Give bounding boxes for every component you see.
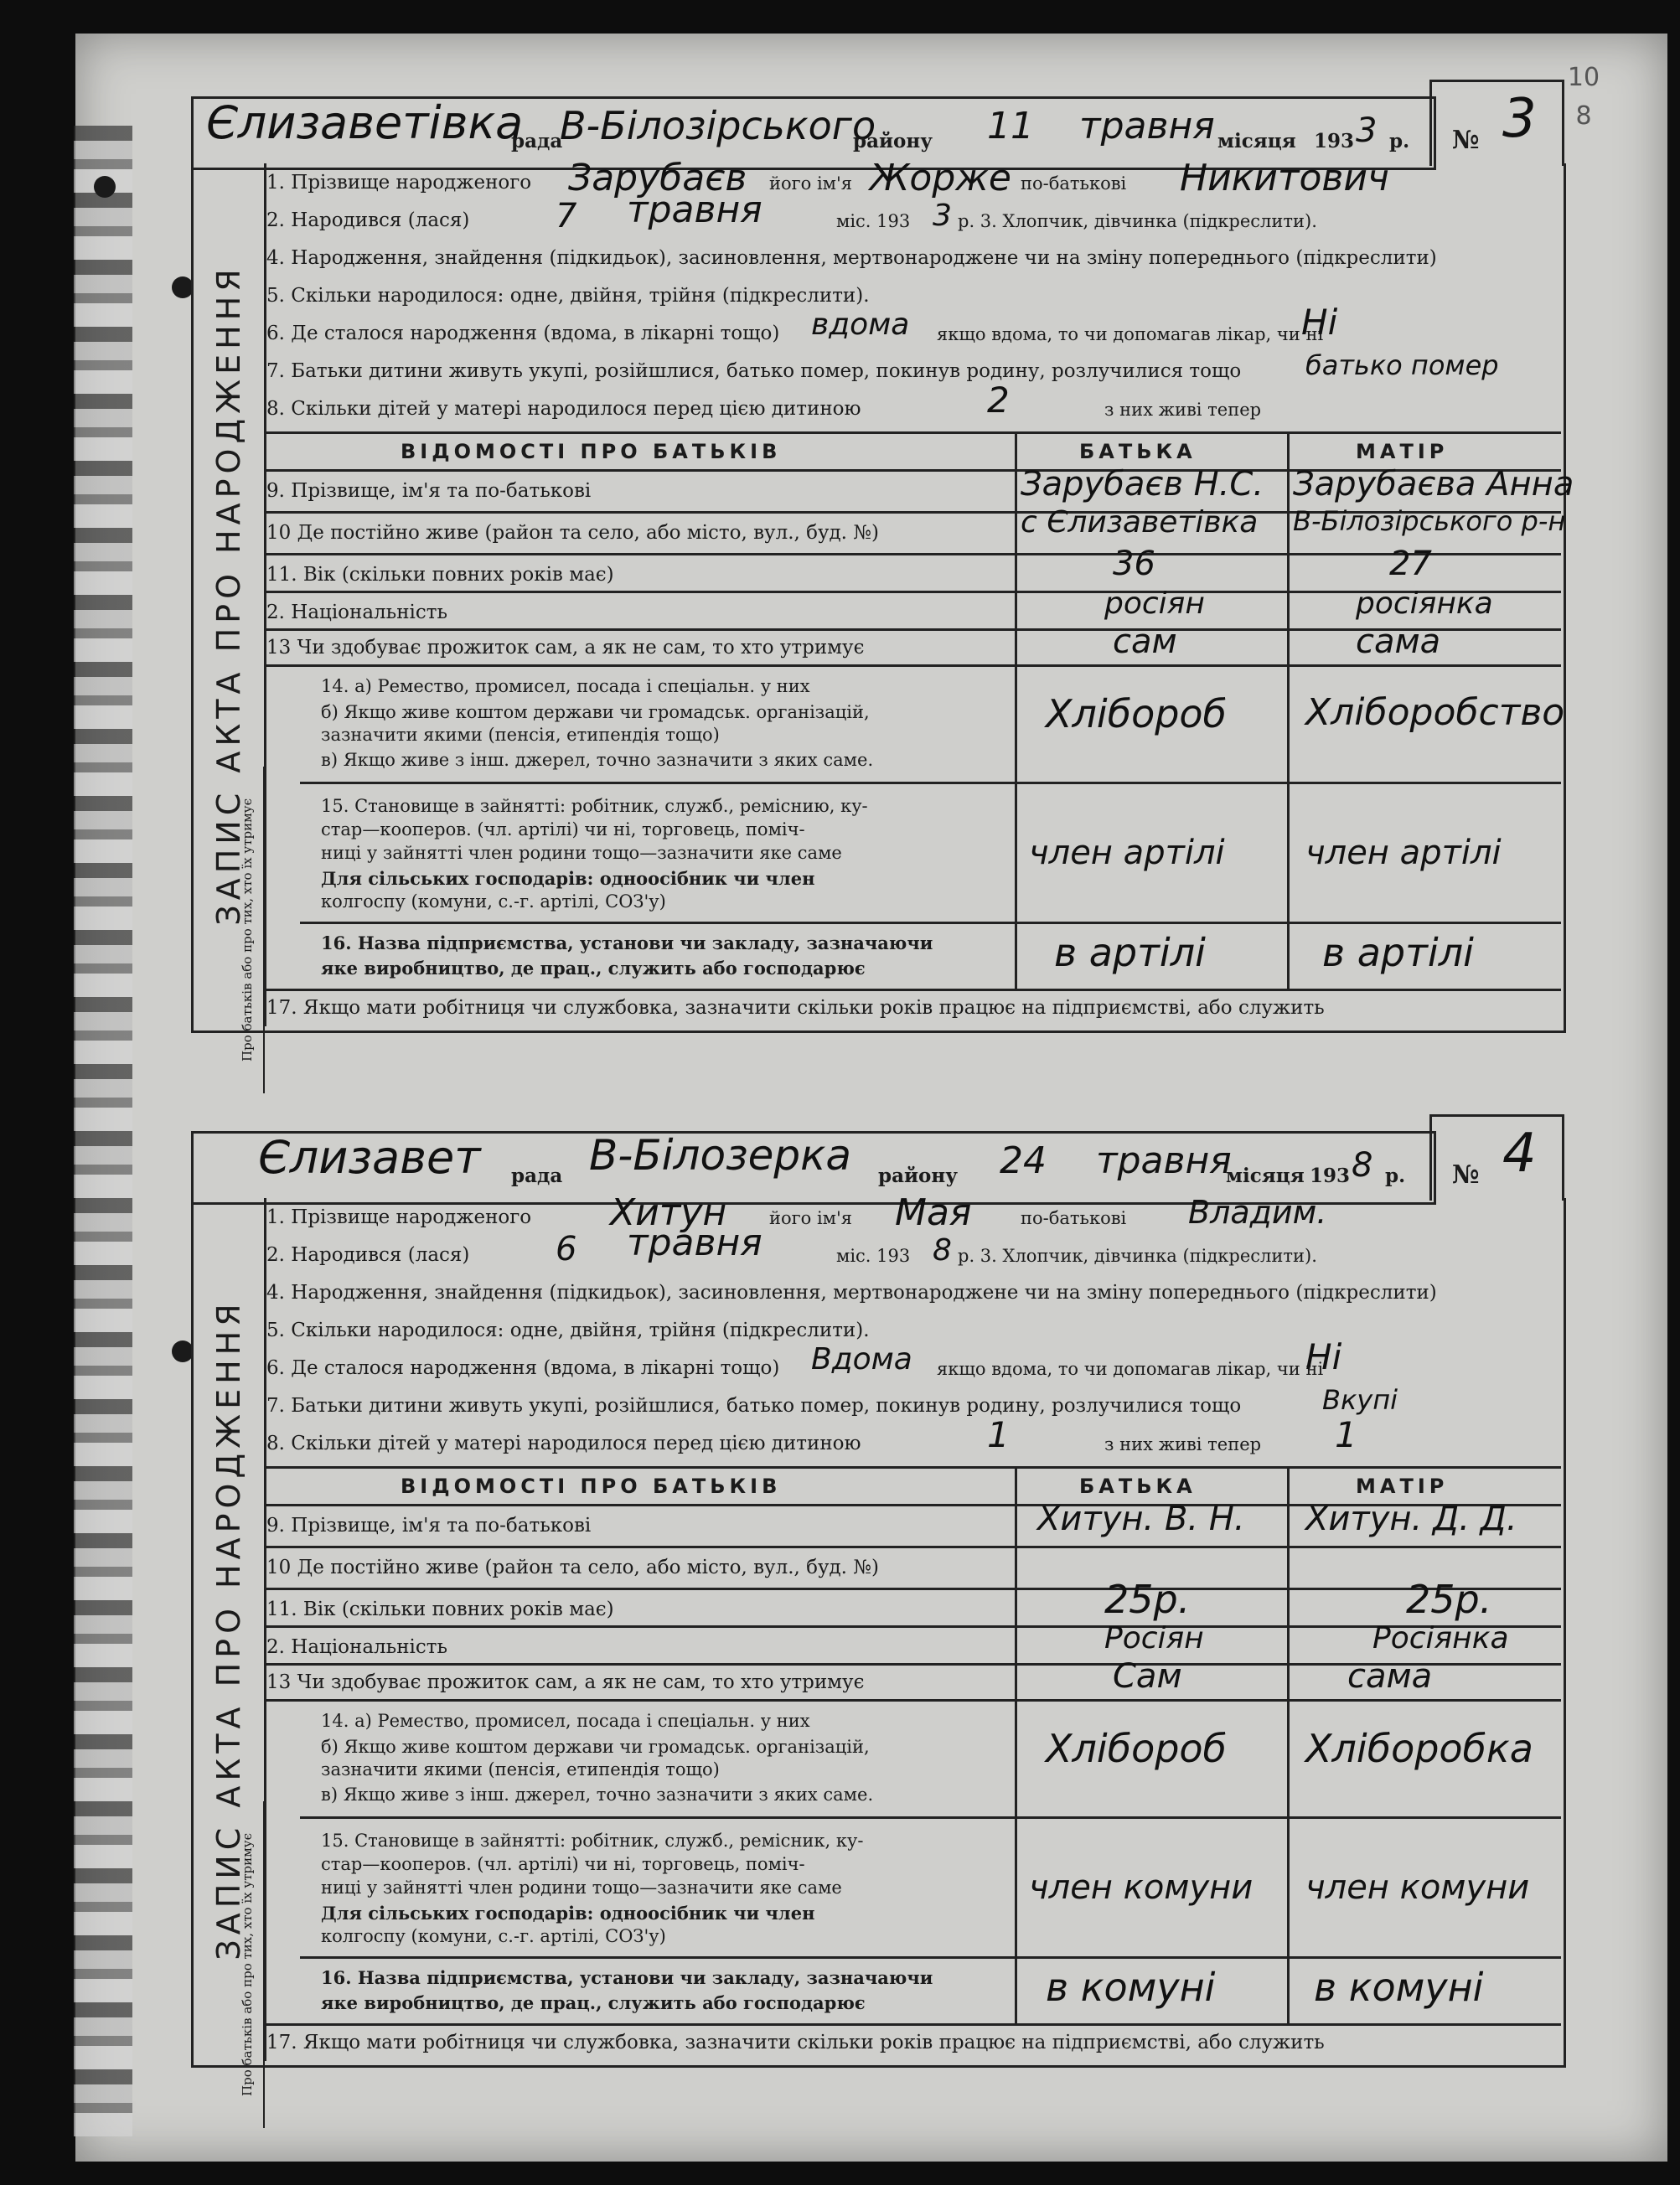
row-rule bbox=[264, 1546, 1561, 1548]
mother-residence: В-Білозірського р-н bbox=[1293, 505, 1566, 537]
col-header-info: ВІДОМОСТІ ПРО БАТЬКІВ bbox=[401, 440, 782, 463]
mother-employment: член артілі bbox=[1305, 834, 1502, 872]
row-employment-1b: стар—кооперов. (чл. артілі) чи ні, торговець, поміч- bbox=[321, 819, 805, 839]
district-label: району bbox=[853, 130, 933, 152]
father-workplace: в комуні bbox=[1046, 1965, 1216, 2010]
row-rule bbox=[264, 1588, 1561, 1590]
birth-year-label: міс. 193 bbox=[836, 1246, 911, 1266]
row-rule bbox=[264, 553, 1561, 555]
year-prefix: 193 bbox=[1314, 130, 1355, 152]
birth-day: 6 bbox=[556, 1230, 577, 1268]
row-child-name: 1. Прізвище народженого bbox=[266, 1206, 532, 1228]
row-nationality: 2. Національність bbox=[266, 602, 448, 623]
row-livelihood: 13 Чи здобуває прожиток сам, а як не сам, то хто утримує bbox=[266, 637, 865, 659]
birth-year-digit: 3 bbox=[933, 199, 952, 233]
row-occupation-a: 14. а) Ремество, промисел, посада і спеціальн. у них bbox=[321, 1711, 810, 1731]
registration-month: травня bbox=[1079, 105, 1215, 147]
row-nationality: 2. Національність bbox=[266, 1636, 448, 1658]
table-col-rule bbox=[1015, 1466, 1017, 2024]
table-col-rule bbox=[1015, 431, 1017, 989]
row-occupation-b2: зазначити якими (пенсія, етипендія тощо) bbox=[321, 725, 720, 745]
table-top-rule bbox=[264, 431, 1561, 434]
mother-livelihood: сама bbox=[1347, 1657, 1433, 1696]
row-rule bbox=[300, 782, 1561, 784]
birth-record-form bbox=[191, 80, 1574, 1062]
row-rule bbox=[264, 1699, 1561, 1702]
row-birth-count: 5. Скільки народилося: одне, двійня, трійня (підкреслити). bbox=[266, 1320, 870, 1341]
row-birth-place: 6. Де сталося народження (вдома, в лікарні тощо) bbox=[266, 323, 780, 344]
mother-name: Зарубаєва Анна bbox=[1293, 465, 1574, 504]
birth-day: 7 bbox=[556, 197, 577, 235]
child-patronymic: Владим. bbox=[1188, 1194, 1327, 1231]
mother-employment: член комуни bbox=[1305, 1868, 1530, 1907]
row-birth-place: 6. Де сталося народження (вдома, в лікарні тощо) bbox=[266, 1357, 780, 1379]
mother-occupation: Хліборобка bbox=[1305, 1726, 1533, 1771]
row-employment-2: ниці у зайнятті член родини тощо—зазначити яке саме bbox=[321, 843, 842, 863]
row-age: 11. Вік (скільки повних років має) bbox=[266, 564, 614, 586]
table-top-rule bbox=[264, 1466, 1561, 1469]
birth-year-digit: 8 bbox=[933, 1233, 952, 1268]
father-name: Хитун. В. Н. bbox=[1037, 1500, 1245, 1538]
row-workplace-2: яке виробництво, де прац., служить або господарює bbox=[321, 1992, 866, 2013]
row-occupation-a: 14. а) Ремество, промисел, посада і спеціальн. у них bbox=[321, 676, 810, 696]
row-rule bbox=[300, 922, 1561, 924]
row-parents-status: 7. Батьки дитини живуть укупі, розійшлися, батько помер, покинув родину, розлучилися тощо bbox=[266, 1395, 1242, 1417]
alive-label: з них живі тепер bbox=[1104, 400, 1262, 420]
previous-children-value: 1 bbox=[987, 1414, 1010, 1455]
vertical-title: ЗАПИС АКТА ПРО НАРОДЖЕННЯ bbox=[210, 1299, 247, 1960]
row-employment-4: колгоспу (комуни, с.-г. артілі, СОЗ'у) bbox=[321, 1926, 666, 1946]
patronymic-label: по-батькові bbox=[1021, 1208, 1127, 1228]
mother-name: Хитун. Д. Д. bbox=[1305, 1500, 1517, 1538]
row-birth-count: 5. Скільки народилося: одне, двійня, трійня (підкреслити). bbox=[266, 285, 870, 307]
side-note-text: Про батьків або про тих, хто їх утримує bbox=[240, 798, 255, 1062]
birth-place-value: Вдома bbox=[811, 1342, 912, 1377]
father-occupation: Хлібороб bbox=[1046, 1726, 1227, 1771]
col-header-father: БАТЬКА bbox=[1079, 1475, 1197, 1498]
number-label: № bbox=[1452, 126, 1480, 155]
row-rule bbox=[264, 664, 1561, 667]
year-suffix: р. bbox=[1385, 1165, 1406, 1187]
row-occupation-b1: б) Якщо живе коштом держави чи громадськ. організацій, bbox=[321, 1737, 870, 1757]
father-employment: член артілі bbox=[1029, 834, 1225, 872]
row-employment-1: 15. Становище в зайнятті: робітник, служб., ремісник, ку- bbox=[321, 1831, 864, 1851]
parents-status-value: батько помер bbox=[1305, 349, 1499, 381]
child-given-name: Жорже bbox=[870, 157, 1011, 199]
row-rule bbox=[264, 1625, 1561, 1628]
punch-hole bbox=[94, 176, 116, 198]
birth-year-label: міс. 193 bbox=[836, 211, 911, 231]
parents-side-note bbox=[231, 767, 265, 1093]
father-livelihood: Сам bbox=[1113, 1657, 1182, 1696]
father-age: 25р. bbox=[1104, 1577, 1191, 1622]
council-label: рада bbox=[511, 1165, 563, 1187]
registration-month: травня bbox=[1096, 1139, 1232, 1182]
father-occupation: Хлібороб bbox=[1046, 691, 1227, 736]
col-header-father: БАТЬКА bbox=[1079, 440, 1197, 463]
alive-value: 1 bbox=[1335, 1414, 1357, 1455]
row-employment-3: Для сільських господарів: одноосібник чи член bbox=[321, 868, 815, 889]
village-name: Єлизаветівка bbox=[206, 96, 524, 149]
father-nationality: росіян bbox=[1104, 586, 1205, 621]
month-label: місяця bbox=[1226, 1165, 1305, 1187]
birth-record-form bbox=[191, 1114, 1561, 2096]
previous-children-value: 2 bbox=[987, 380, 1010, 421]
row-birth-type: 4. Народження, знайдення (підкидьок), засиновлення, мертвонароджене чи на зміну попереднього (підкреслити) bbox=[266, 247, 1437, 269]
row-rule bbox=[264, 2023, 1561, 2026]
row-rule bbox=[300, 1816, 1561, 1819]
archive-number-line: 10 bbox=[1567, 63, 1600, 92]
row-birth-date: 2. Народився (лася) bbox=[266, 1244, 470, 1266]
birth-month: травня bbox=[627, 189, 762, 231]
district-label: району bbox=[878, 1165, 958, 1187]
patronymic-label: по-батькові bbox=[1021, 173, 1127, 194]
mother-occupation: Хліборобство bbox=[1305, 691, 1565, 734]
form-header bbox=[191, 80, 1561, 163]
year-suffix: р. bbox=[1389, 130, 1410, 152]
month-label: місяця bbox=[1217, 130, 1296, 152]
torn-binding-edge bbox=[74, 126, 132, 2136]
mother-workplace: в комуні bbox=[1314, 1965, 1484, 2010]
row-occupation-c: в) Якщо живе з інш. джерел, точно зазначити з яких саме. bbox=[321, 1785, 874, 1805]
row-occupation-b2: зазначити якими (пенсія, етипендія тощо) bbox=[321, 1759, 720, 1780]
form-header bbox=[191, 1114, 1561, 1198]
form-body bbox=[191, 157, 1574, 1062]
mother-livelihood: сама bbox=[1356, 622, 1441, 661]
row-parent-names: 9. Прізвище, ім'я та по-батькові bbox=[266, 480, 592, 502]
sex-label: р. 3. Хлопчик, дівчинка (підкреслити). bbox=[958, 1246, 1317, 1266]
mother-age: 27 bbox=[1389, 545, 1432, 583]
father-workplace: в артілі bbox=[1054, 930, 1206, 975]
mother-nationality: Росіянка bbox=[1372, 1621, 1509, 1656]
row-birth-type: 4. Народження, знайдення (підкидьок), засиновлення, мертвонароджене чи на зміну попереднього (підкреслити) bbox=[266, 1282, 1437, 1304]
col-header-info: ВІДОМОСТІ ПРО БАТЬКІВ bbox=[401, 1475, 782, 1498]
father-age: 36 bbox=[1113, 545, 1155, 583]
row-workplace-1: 16. Назва підприємства, установи чи закладу, зазначаючи bbox=[321, 932, 933, 953]
district-name: В-Білозірського bbox=[560, 103, 876, 148]
mother-age: 25р. bbox=[1406, 1577, 1492, 1622]
council-label: рада bbox=[511, 130, 563, 152]
vertical-title: ЗАПИС АКТА ПРО НАРОДЖЕННЯ bbox=[210, 264, 247, 926]
mother-workplace: в артілі bbox=[1322, 930, 1474, 975]
doctor-value: Ні bbox=[1305, 1336, 1342, 1377]
doctor-label: якщо вдома, то чи допомагав лікар, чи ні bbox=[937, 1359, 1324, 1379]
row-employment-4: колгоспу (комуни, с.-г. артілі, СОЗ'у) bbox=[321, 891, 666, 912]
mother-nationality: росіянка bbox=[1356, 586, 1493, 621]
row-age: 11. Вік (скільки повних років має) bbox=[266, 1599, 614, 1620]
row-parent-names: 9. Прізвище, ім'я та по-батькові bbox=[266, 1515, 592, 1537]
district-name: В-Білозерка bbox=[589, 1131, 852, 1180]
father-employment: член комуни bbox=[1029, 1868, 1254, 1907]
registration-day: 11 bbox=[987, 105, 1034, 147]
birth-month: травня bbox=[627, 1222, 762, 1264]
row-child-name: 1. Прізвище народженого bbox=[266, 172, 532, 194]
child-given-name: Мая bbox=[895, 1191, 972, 1234]
alive-label: з них живі тепер bbox=[1104, 1434, 1262, 1454]
archive-number-line: 8 bbox=[1575, 101, 1592, 131]
row-employment-1b: стар—кооперов. (чл. артілі) чи ні, торговець, поміч- bbox=[321, 1854, 805, 1874]
row-workplace-1: 16. Назва підприємства, установи чи закладу, зазначаючи bbox=[321, 1967, 933, 1988]
father-name: Зарубаєв Н.С. bbox=[1021, 465, 1264, 504]
form-body bbox=[191, 1191, 1566, 2096]
table-col-rule bbox=[1287, 431, 1290, 989]
side-note-text: Про батьків або про тих, хто їх утримує bbox=[240, 1833, 255, 2096]
registration-year-digit: 3 bbox=[1356, 111, 1378, 150]
row-residence: 10 Де постійно живе (район та село, або місто, вул., буд. №) bbox=[266, 522, 880, 544]
row-previous-children: 8. Скільки дітей у матері народилося перед цією дитиною bbox=[266, 1433, 861, 1454]
father-livelihood: сам bbox=[1113, 622, 1177, 661]
sex-label: р. 3. Хлопчик, дівчинка (підкреслити). bbox=[958, 211, 1317, 231]
row-rule bbox=[264, 989, 1561, 991]
village-name: Єлизавет bbox=[258, 1131, 481, 1184]
table-col-rule bbox=[1287, 1466, 1290, 2024]
child-surname: Зарубаєв bbox=[568, 157, 747, 199]
row-birth-date: 2. Народився (лася) bbox=[266, 209, 470, 231]
row-occupation-b1: б) Якщо живе коштом держави чи громадськ. організацій, bbox=[321, 702, 870, 722]
child-surname: Хитун bbox=[610, 1191, 727, 1234]
row-employment-1: 15. Становище в зайнятті: робітник, служб., реміснию, ку- bbox=[321, 796, 868, 816]
row-employment-3: Для сільських господарів: одноосібник чи член bbox=[321, 1903, 815, 1924]
doctor-label: якщо вдома, то чи допомагав лікар, чи ні bbox=[937, 324, 1324, 344]
registration-year-digit: 8 bbox=[1352, 1146, 1373, 1185]
row-previous-children: 8. Скільки дітей у матері народилося перед цією дитиною bbox=[266, 398, 861, 420]
row-residence: 10 Де постійно живе (район та село, або місто, вул., буд. №) bbox=[266, 1557, 880, 1578]
row-rule bbox=[300, 1956, 1561, 1959]
registration-day: 24 bbox=[1000, 1139, 1047, 1182]
row-mother-work-years: 17. Якщо мати робітниця чи службовка, зазначити скільки років працює на підприємстві, або служить bbox=[266, 997, 1325, 1019]
col-header-mother: МАТІР bbox=[1356, 1475, 1449, 1498]
record-number-box bbox=[1429, 1114, 1564, 1201]
row-livelihood: 13 Чи здобуває прожиток сам, а як не сам, то хто утримує bbox=[266, 1671, 865, 1693]
record-number: 4 bbox=[1502, 1123, 1537, 1185]
doctor-value: Ні bbox=[1301, 302, 1338, 343]
record-number-box bbox=[1429, 80, 1564, 166]
parents-status-value: Вкупі bbox=[1322, 1384, 1398, 1416]
row-mother-work-years: 17. Якщо мати робітниця чи службовка, зазначити скільки років працює на підприємстві, або служить bbox=[266, 2032, 1325, 2053]
record-number: 3 bbox=[1502, 88, 1537, 150]
child-patronymic: Никитович bbox=[1180, 157, 1389, 199]
parents-side-note bbox=[231, 1801, 265, 2128]
row-parents-status: 7. Батьки дитини живуть укупі, розійшлися, батько помер, покинув родину, розлучилися тощо bbox=[266, 360, 1242, 382]
father-nationality: Росіян bbox=[1104, 1621, 1204, 1656]
father-residence: с Єлизаветівка bbox=[1021, 505, 1259, 540]
row-employment-2: ниці у зайнятті член родини тощо—зазначити яке саме bbox=[321, 1878, 842, 1898]
number-label: № bbox=[1452, 1160, 1480, 1190]
name-label: його ім'я bbox=[769, 1208, 853, 1228]
row-workplace-2: яке виробництво, де прац., служить або господарює bbox=[321, 958, 866, 979]
year-prefix: 193 bbox=[1310, 1165, 1351, 1187]
col-header-mother: МАТІР bbox=[1356, 440, 1449, 463]
row-occupation-c: в) Якщо живе з інш. джерел, точно зазначити з яких саме. bbox=[321, 750, 874, 770]
name-label: його ім'я bbox=[769, 173, 853, 194]
birth-place-value: вдома bbox=[811, 307, 910, 342]
